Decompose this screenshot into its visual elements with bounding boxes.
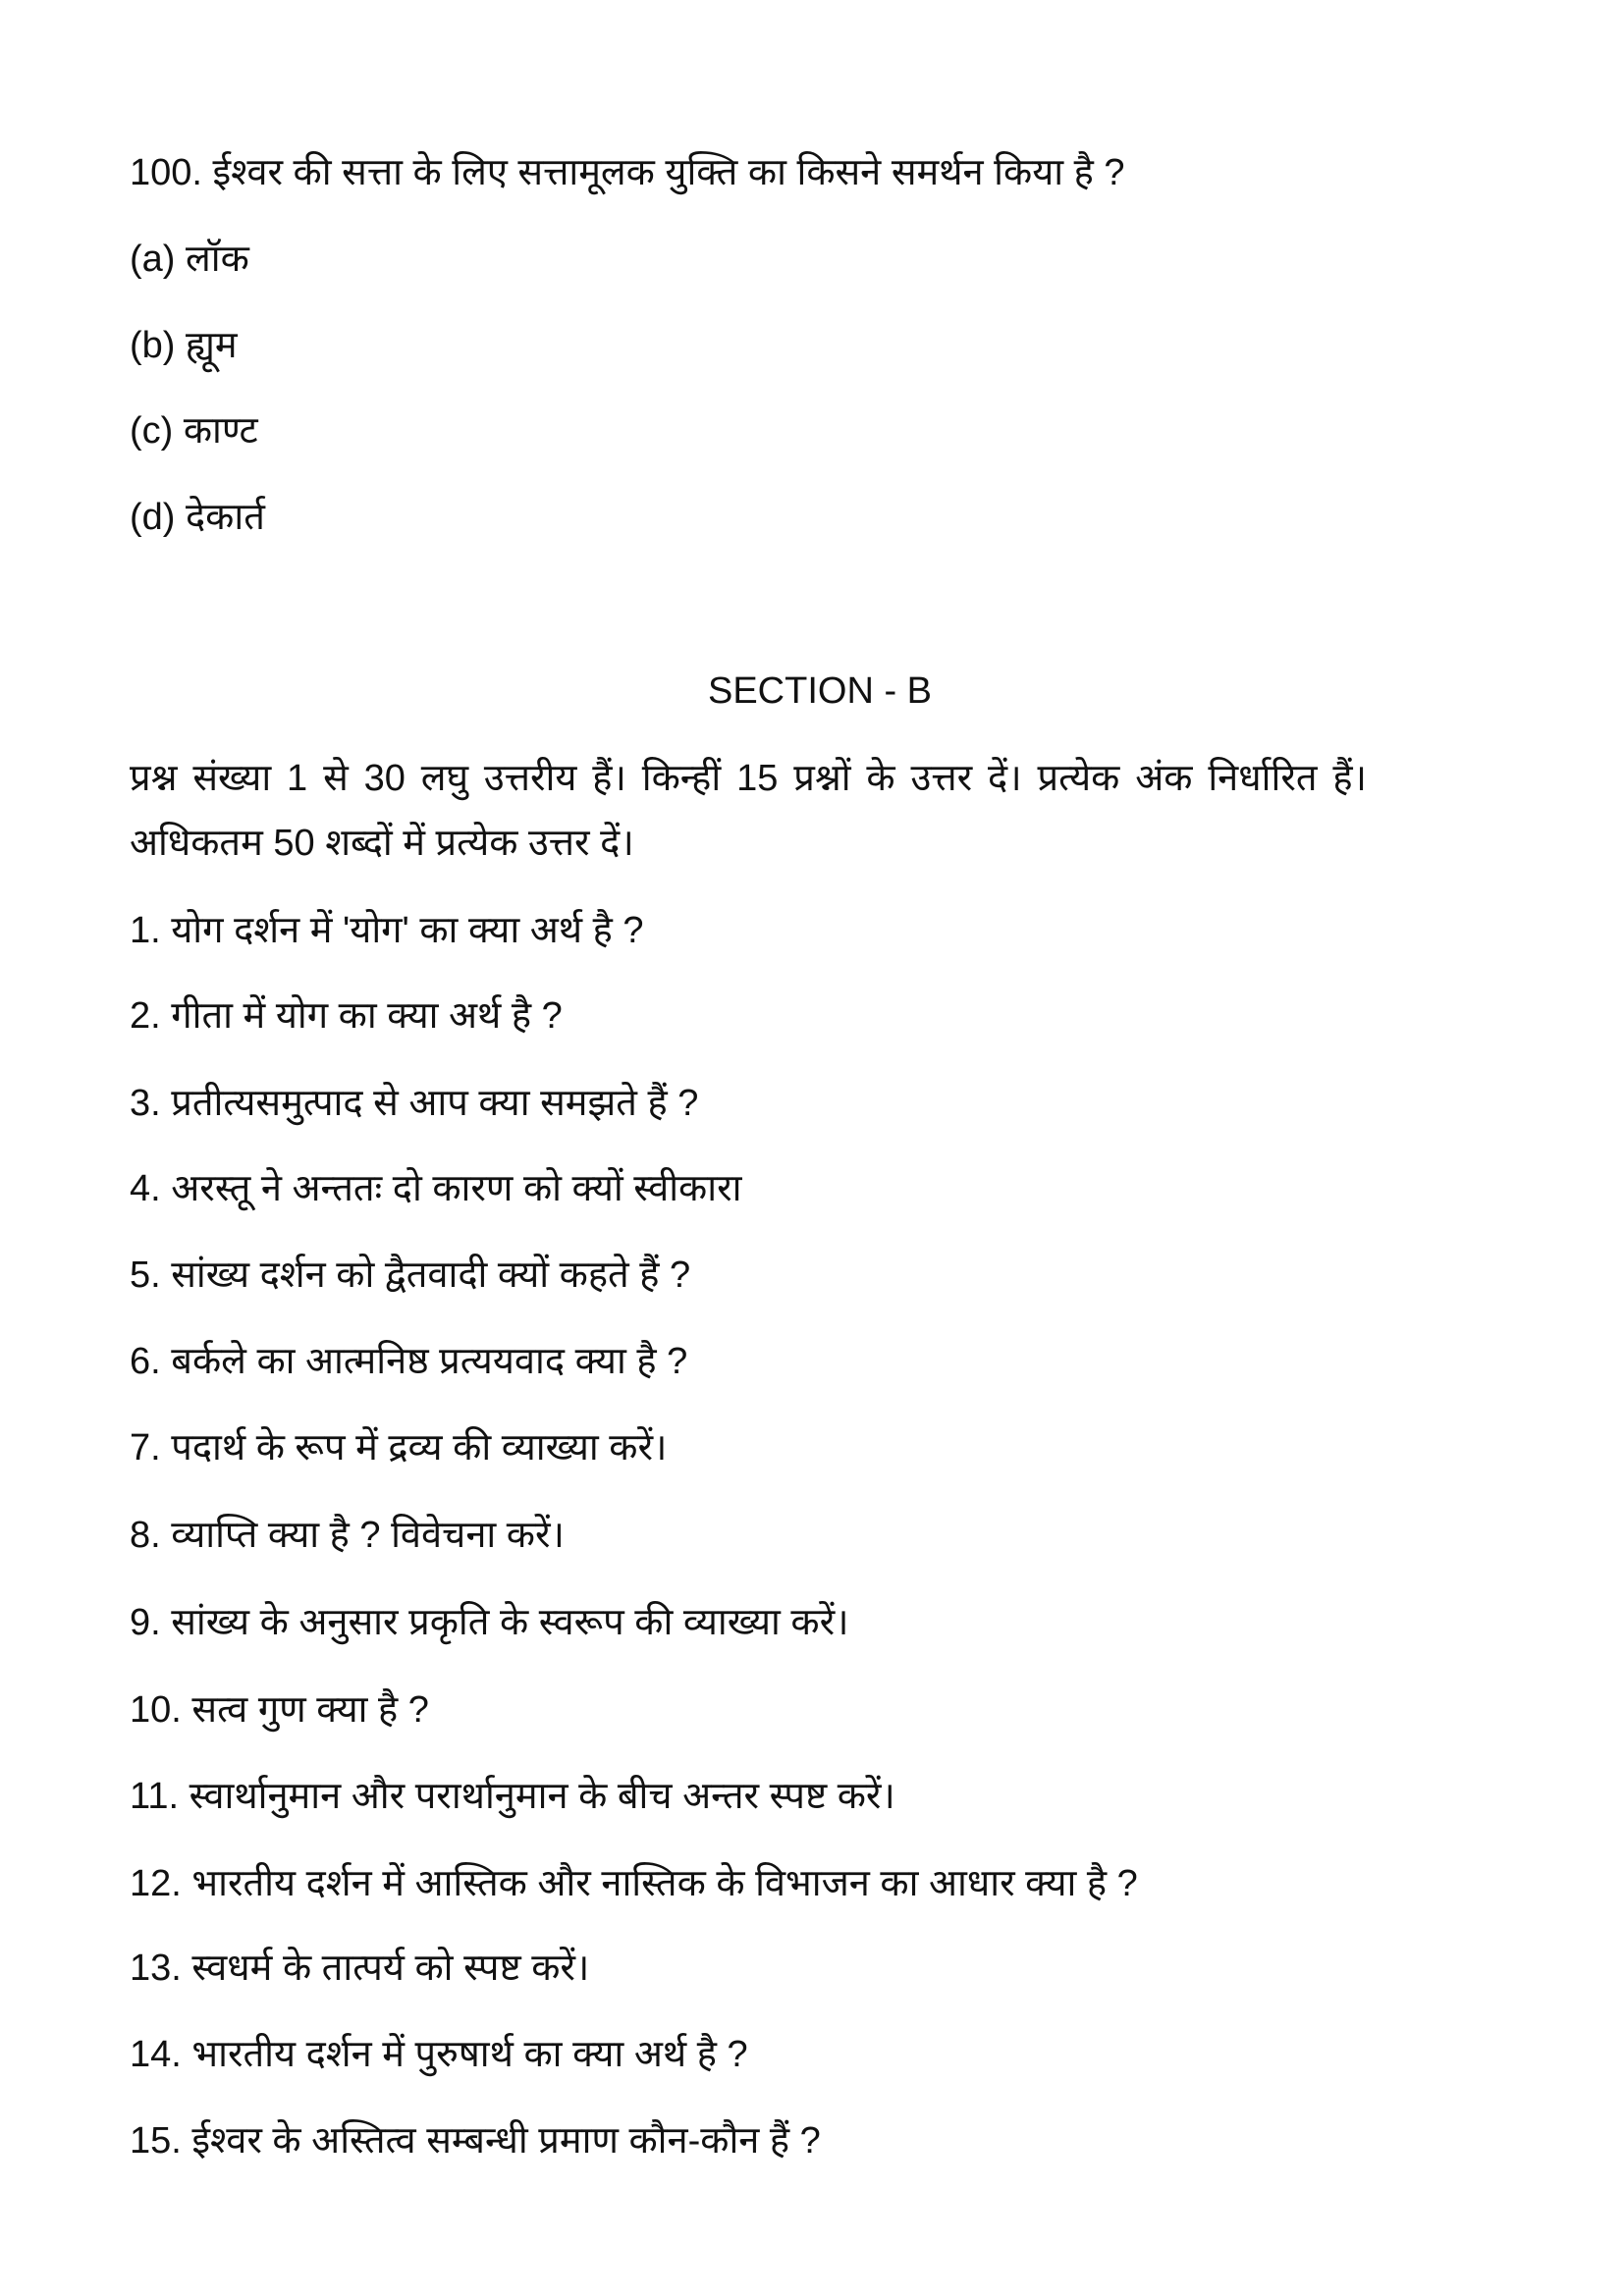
question-item: 4. अरस्तू ने अन्ततः दो कारण को क्यों स्वीकारा: [130, 1168, 742, 1209]
question-item: 5. सांख्य दर्शन को द्वैतवादी क्यों कहते हैं ?: [130, 1255, 691, 1296]
question-item: 3. प्रतीत्यसमुत्पाद से आप क्या समझते हैं ?: [130, 1083, 699, 1124]
question-item: 2. गीता में योग का क्या अर्थ है ?: [130, 995, 563, 1037]
option-b: (b) ह्यूम: [130, 325, 238, 366]
section-instructions: प्रश्न संख्या 1 से 30 लघु उत्तरीय हैं। किन्हीं 15 प्रश्नों के उत्तर दें। प्रत्येक अंक निर्धारित हैं। अधिकतम 50 शब्दों में प्रत्येक उत्तर दें।: [130, 758, 1367, 864]
question-item: 11. स्वार्थानुमान और परार्थानुमान के बीच अन्तर स्पष्ट करें।: [130, 1776, 895, 1817]
question-item: 9. सांख्य के अनुसार प्रकृति के स्वरूप की व्याख्या करें।: [130, 1602, 849, 1643]
question-item: 12. भारतीय दर्शन में आस्तिक और नास्तिक के विभाजन का आधार क्या है ?: [130, 1863, 1138, 1904]
question-item: 13. स्वधर्म के तात्पर्य को स्पष्ट करें।: [130, 1948, 590, 1989]
question-item: 7. पदार्थ के रूप में द्रव्य की व्याख्या करें।: [130, 1427, 668, 1468]
question-item: 1. योग दर्शन में 'योग' का क्या अर्थ है ?: [130, 910, 644, 951]
question-item: 10. सत्व गुण क्या है ?: [130, 1689, 429, 1731]
question-item: 6. बर्कले का आत्मनिष्ठ प्रत्ययवाद क्या है ?: [130, 1341, 688, 1382]
option-d: (d) देकार्त: [130, 497, 265, 538]
question-item: 8. व्याप्ति क्या है ? विवेचना करें।: [130, 1515, 565, 1556]
question-item: 15. ईश्वर के अस्तित्व सम्बन्धी प्रमाण कौन-कौन हैं ?: [130, 2120, 821, 2162]
option-c: (c) काण्ट: [130, 410, 258, 452]
question-text: 100. ईश्वर की सत्ता के लिए सत्तामूलक युक्ति का किसने समर्थन किया है ?: [130, 152, 1125, 193]
question-item: 14. भारतीय दर्शन में पुरुषार्थ का क्या अर्थ है ?: [130, 2034, 748, 2075]
section-title: SECTION - B: [707, 670, 933, 712]
option-a: (a) लॉक: [130, 239, 249, 280]
